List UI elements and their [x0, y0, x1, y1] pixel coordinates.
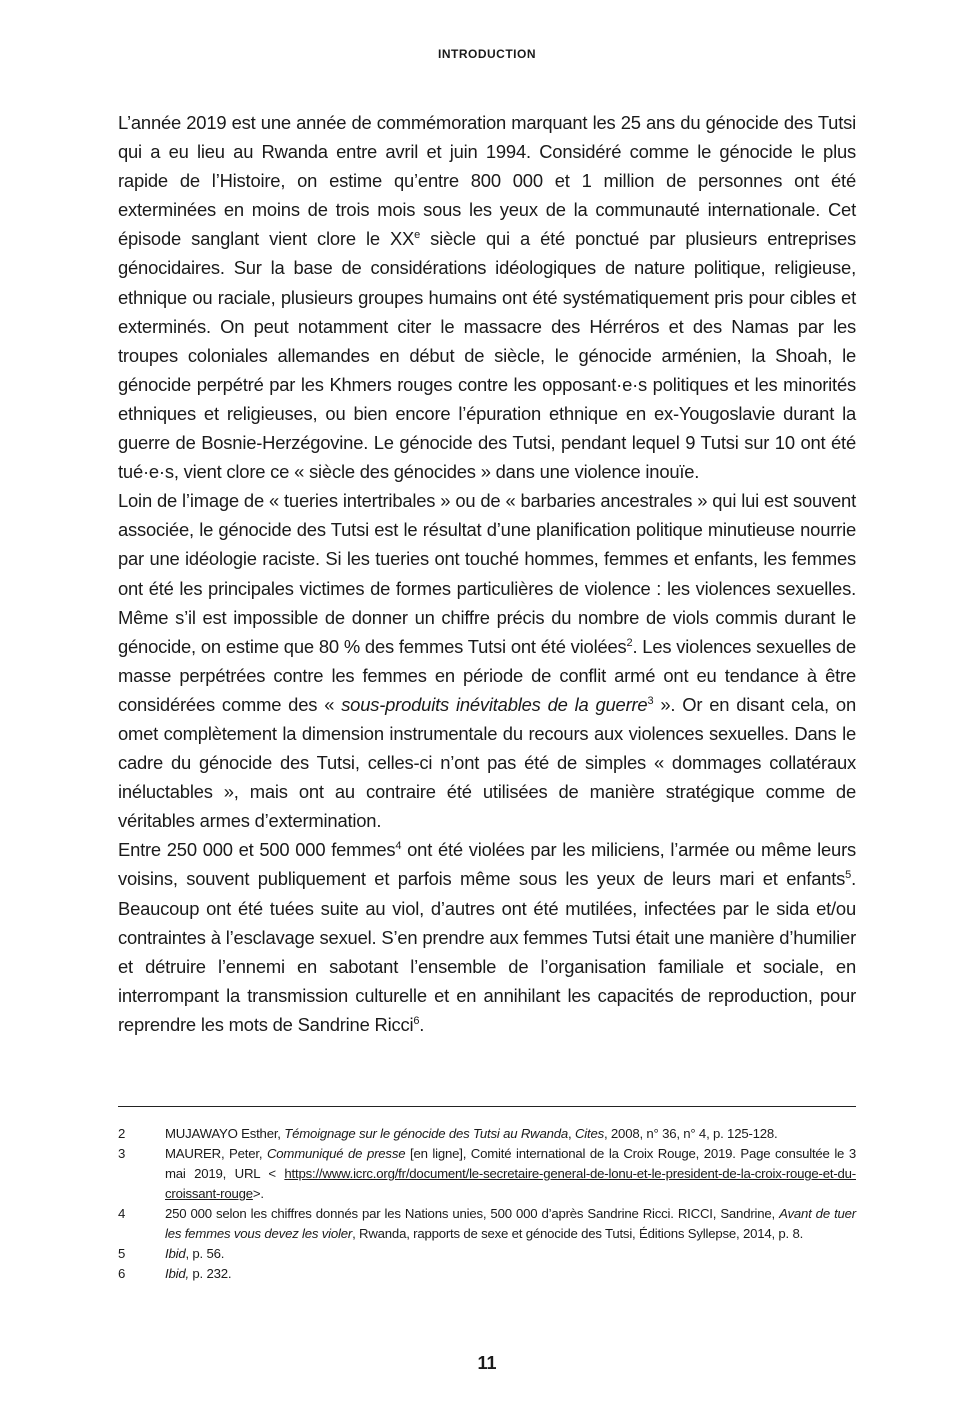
footnote-number: 2 — [118, 1126, 126, 1141]
text-run: MUJAWAYO Esther, — [165, 1126, 285, 1141]
text-run: Loin de l’image de « tueries intertribales » ou de « barbaries ancestrales » qui lui est souvent associée, le génocide des Tutsi est le résultat d’une planification politique minutieuse nourrie par une idéologie raciste. Si les tueries ont touché hommes, femmes et enfants, les femmes ont été les principales victimes de formes particulières de violence : les violences sexuelles. Même s’il est impossible de donner un chiffre précis du nombre de viols commis durant le génocide, on estime que 80 % des femmes Tutsi ont été violées — [118, 490, 856, 657]
footnote-text — [165, 1124, 856, 1144]
quoted-italic: sous-produits inévitables de la guerre — [341, 693, 648, 715]
text-run: >. — [252, 1186, 264, 1201]
body-text — [118, 108, 856, 1039]
footnote-6 — [118, 1264, 856, 1284]
text-run: p. 232. — [188, 1266, 232, 1281]
italic-title: Témoignage sur le génocide des Tutsi au Rwanda — [284, 1126, 569, 1141]
superscript: e — [414, 229, 421, 242]
footnote-ref-3[interactable]: 3 — [647, 694, 654, 707]
footnote-ref-4[interactable]: 4 — [395, 840, 402, 853]
footnote-divider — [118, 1106, 856, 1107]
paragraph-3 — [118, 835, 856, 1039]
italic-title: Communiqué de presse — [266, 1146, 406, 1161]
text-run: MAURER, Peter, — [165, 1146, 267, 1161]
footnote-2 — [118, 1124, 856, 1144]
text-run: , 2008, n° 36, n° 4, p. 125-128. — [604, 1126, 778, 1141]
text-run: . — [419, 1013, 425, 1035]
footnote-number: 4 — [118, 1206, 126, 1221]
text-run: Entre 250 000 et 500 000 femmes — [118, 839, 396, 861]
italic-title: Avant de tuer les femmes vous devez les violer — [165, 1206, 856, 1241]
text-run: . Les violences sexuelles de masse perpétrées contre les femmes en période de conflit armé ont eu tendance à être considérées comme des « — [118, 635, 856, 715]
text-run: 250 000 selon les chiffres donnés par les Nations unies, 500 000 d’après Sandrine Ricci. RICCI, Sandrine, — [165, 1206, 780, 1221]
text-run: , — [568, 1126, 575, 1141]
footnote-text — [165, 1264, 856, 1284]
footnote-3 — [118, 1144, 856, 1204]
text-run: , p. 56. — [185, 1246, 225, 1261]
text-run: ». Or en disant cela, on omet complètement la dimension instrumentale du recours aux violences sexuelles. Dans le cadre du génocide des Tutsi, celles-ci n’ont pas été de simples « dommages collatéraux inéluctables », mais ont au contraire été utilisées de manière stratégique comme de véritables armes d’extermination. — [118, 693, 856, 832]
footnote-ref-2[interactable]: 2 — [626, 636, 633, 649]
italic-ibid: Ibid, — [165, 1266, 189, 1281]
footnote-ref-5[interactable]: 5 — [845, 869, 852, 882]
footnotes — [118, 1124, 856, 1284]
page-number: 11 — [477, 1353, 497, 1373]
paragraph-2 — [118, 486, 856, 835]
footnote-number: 3 — [118, 1146, 126, 1161]
italic-journal: Cites — [574, 1126, 604, 1141]
footnote-number: 6 — [118, 1266, 126, 1281]
text-run: , Rwanda, rapports de sexe et génocide des Tutsi, Éditions Syllepse, 2014, p. 8. — [352, 1226, 804, 1241]
text-run: ont été violées par les miliciens, l’armée ou même leurs voisins, souvent publiquement et parfois même sous les yeux de leurs mari et enfants — [118, 839, 857, 890]
paragraph-1 — [118, 108, 856, 486]
footnote-5 — [118, 1244, 856, 1264]
text-run: [en ligne], Comité international de la Croix Rouge, 2019. Page consultée le 3 mai 2019, URL < — [165, 1146, 856, 1181]
footnote-text — [165, 1144, 856, 1204]
footnote-4 — [118, 1204, 856, 1244]
footnote-ref-6[interactable]: 6 — [413, 1014, 420, 1027]
italic-ibid: Ibid — [165, 1246, 186, 1261]
source-link[interactable]: https://www.icrc.org/fr/document/le-secretaire-general-de-lonu-et-le-president-de-la-croix-rouge-et-du-croissant-rouge — [165, 1166, 856, 1201]
text-run: . Beaucoup ont été tuées suite au viol, d’autres ont été mutilées, infectées par le sida et/ou contraintes à l’esclavage sexuel. S’en prendre aux femmes Tutsi était une manière d’humilier et détruire l’ennemi en sabotant l’ensemble de l’organisation familiale et sociale, en interrompant la transmission culturelle et en annihilant les capacités de reproduction, pour reprendre les mots de Sandrine Ricci — [118, 868, 856, 1035]
footnote-number: 5 — [118, 1246, 126, 1261]
footnote-text — [165, 1204, 856, 1244]
running-header: INTRODUCTION — [438, 47, 536, 61]
text-run: L’année 2019 est une année de commémoration marquant les 25 ans du génocide des Tutsi qui a eu lieu au Rwanda entre avril et juin 1994. Considéré comme le génocide le plus rapide de l’Histoire, on estime qu’entre 800 000 et 1 million de personnes ont été exterminées en moins de trois mois sous les yeux de la communauté internationale. Cet épisode sanglant vient clore le XX — [118, 112, 856, 250]
text-run: siècle qui a été ponctué par plusieurs entreprises génocidaires. Sur la base de considérations idéologiques de nature politique, religieuse, ethnique ou raciale, plusieurs groupes humains ont été systématiquement pris pour cibles et exterminés. On peut notamment citer le massacre des Hérréros et des Namas par les troupes coloniales allemandes en début de siècle, le génocide arménien, la Shoah, le génocide perpétré par les Khmers rouges contre les opposant·e·s politiques et les minorités ethniques et religieuses, ou bien encore l’épuration ethnique en ex-Yougoslavie durant la guerre de Bosnie-Herzégovine. Le génocide des Tutsi, pendant lequel 9 Tutsi sur 10 ont été tué·e·s, vient clore ce « siècle des génocides » dans une violence inouïe. — [118, 228, 856, 483]
footnote-text — [165, 1244, 856, 1264]
